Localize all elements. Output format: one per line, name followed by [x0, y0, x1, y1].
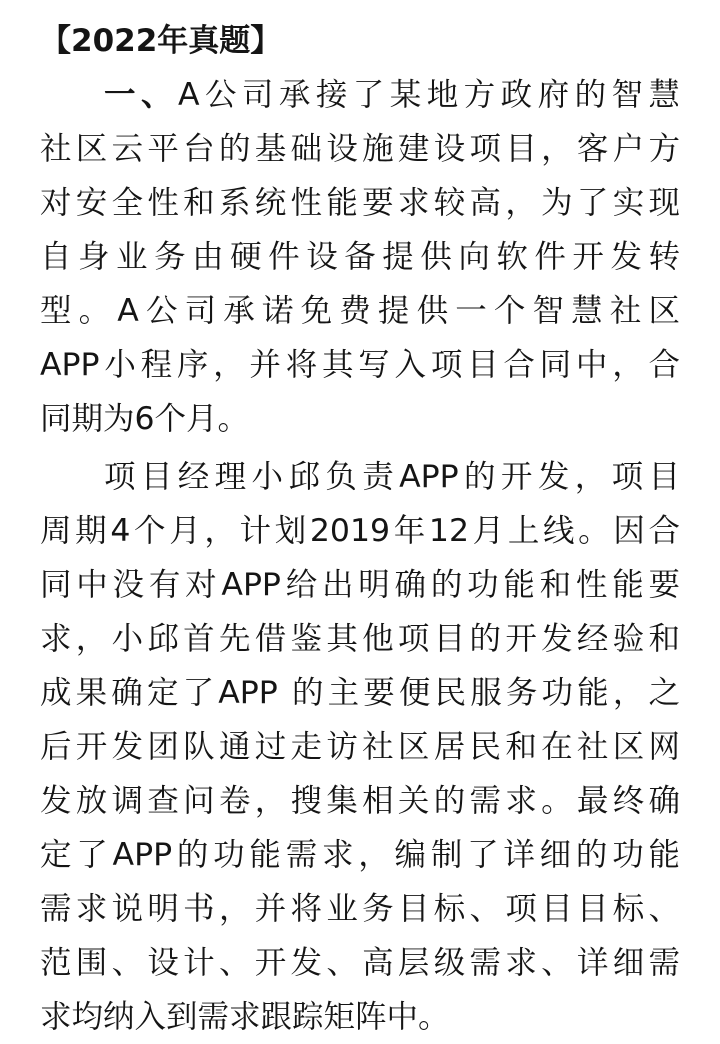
paragraph-1 [40, 68, 680, 446]
paragraph-1-line-4: 自身业务由硬件设备提供向软件开发转 [40, 239, 680, 275]
section-number: 一、 [104, 77, 178, 113]
paragraph-2-line-8: 定了APP的功能需求，编制了详细的功能 [40, 837, 680, 873]
paragraph-2-line-6: 后开发团队通过走访社区居民和在社区网 [40, 729, 680, 765]
paragraph-1-line-3: 对安全性和系统性能要求较高，为了实现 [40, 185, 680, 221]
paragraph-1-line-5: 型。A公司承诺免费提供一个智慧社区 [40, 293, 680, 329]
page-title: 【2022年真题】 [40, 23, 282, 59]
paragraph-2-line-1: 项目经理小邱负责APP的开发，项目 [104, 459, 680, 495]
paragraph-2-line-10: 范围、设计、开发、高层级需求、详细需 [40, 945, 680, 981]
paragraph-1-line-2: 社区云平台的基础设施建设项目，客户方 [40, 131, 680, 167]
paragraph-2-line-4: 求，小邱首先借鉴其他项目的开发经验和 [40, 621, 680, 657]
paragraph-2-line-9: 需求说明书，并将业务目标、项目目标、 [40, 891, 680, 927]
paragraph-2-line-3: 同中没有对APP给出明确的功能和性能要 [40, 567, 680, 603]
paragraph-1-line-1-text: A公司承接了某地方政府的智慧 [177, 77, 680, 113]
paragraph-1-line-7: 同期为6个月。 [40, 401, 250, 437]
paragraph-2-line-7: 发放调查问卷，搜集相关的需求。最终确 [40, 783, 680, 819]
paragraph-1-line-6: APP小程序，并将其写入项目合同中，合 [40, 347, 680, 383]
paragraph-2-line-2: 周期4个月，计划2019年12月上线。因合 [40, 513, 680, 549]
paragraph-2 [40, 450, 680, 1044]
paragraph-2-line-5: 成果确定了APP 的主要便民服务功能，之 [40, 675, 680, 711]
paragraph-2-line-11: 求均纳入到需求跟踪矩阵中。 [40, 999, 450, 1035]
paragraph-1-line-1 [40, 68, 680, 122]
